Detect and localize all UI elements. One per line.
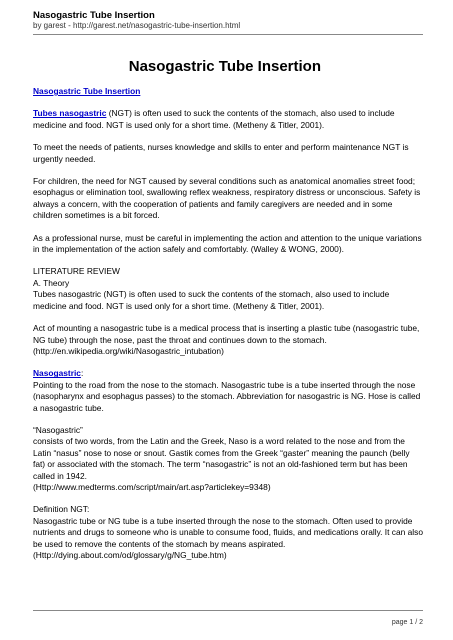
paragraph-8 bbox=[33, 504, 423, 561]
paragraph-1-text: (NGT) is often used to suck the contents of the stomach, also used to include medicine and food. NGT is used only for a short time. (Metheny & Titler, 2001). bbox=[33, 108, 395, 130]
document-body bbox=[33, 86, 423, 572]
paragraph-1 bbox=[33, 108, 423, 131]
document-title: Nasogastric Tube Insertion bbox=[128, 58, 321, 75]
paragraph-7-source: (Http://www.medterms.com/script/main/art.asp?articlekey=9348) bbox=[33, 481, 271, 492]
paragraph-8-text: Nasogastric tube or NG tube is a tube inserted through the nose to the stomach. Often used to provide nutrients and drugs to someone who is unable to consume food, fluids, and medications orally. It can also be used to remove the contents of the stomach by means aspirated. bbox=[33, 515, 423, 549]
paragraph-2: To meet the needs of patients, nurses knowledge and skills to enter and perform maintenance NGT is urgently needed. bbox=[33, 142, 409, 164]
literature-review bbox=[33, 266, 423, 312]
toc-link[interactable]: Nasogastric Tube Insertion bbox=[33, 86, 141, 96]
document-title-row bbox=[0, 58, 453, 76]
paragraph-6-colon: : bbox=[80, 368, 84, 379]
paragraph-7-heading: “Nasogastric” bbox=[33, 424, 83, 435]
paragraph-4: As a professional nurse, must be careful in implementing the action and attention to the unique variations in the implementation of the action safely and comfortably. (Walley & WONG, 2000). bbox=[33, 232, 422, 255]
paragraph-6-text: Pointing to the road from the nose to the stomach. Nasogastric tube is a tube inserted through the nose (nasopharynx and esophagus passes) to the stomach. Abbreviation for nasogastric is NG. Hose is called a nasogastric tube. bbox=[33, 379, 421, 413]
literature-heading: LITERATURE REVIEW bbox=[33, 266, 120, 277]
paragraph-8-source: (Http://dying.about.com/od/glossary/g/NG_tube.htm) bbox=[33, 550, 227, 560]
paragraph-6 bbox=[33, 368, 423, 414]
literature-subheading: A. Theory bbox=[33, 277, 70, 288]
footer-divider bbox=[33, 610, 423, 611]
page-header bbox=[33, 10, 423, 31]
header-divider bbox=[33, 34, 423, 35]
paragraph-8-heading: Definition NGT: bbox=[33, 504, 90, 515]
paragraph-7-text: consists of two words, from the Latin and the Greek, Naso is a word related to the nose and from the Latin “nasus” nose to nose or snout. Gastik comes from the Greek “gaster” meaning the paunch (belly fat) or associated with the stomach. The term “nasogastric” is not an old-fashioned term but has been called in 1942. bbox=[33, 436, 410, 481]
paragraph-3: For children, the need for NGT caused by several conditions such as anatomical anomalies street food; esophagus or elimination tool, swallowing reflex weakness, respiratory distress or unconscious. Safety is always a concern, with the cooperation of patients and family caregivers are needed and in some children sometimes is a bit forced. bbox=[33, 176, 421, 221]
tubes-nasogastric-link[interactable]: Tubes nasogastric bbox=[33, 108, 107, 119]
toc-paragraph bbox=[33, 86, 423, 97]
header-byline: by garest - http://garest.net/nasogastric-tube-insertion.html bbox=[33, 21, 241, 30]
nasogastric-link[interactable]: Nasogastric bbox=[33, 368, 81, 379]
paragraph-5: Act of mounting a nasogastric tube is a medical process that is inserting a plastic tube (nasogastric tube, NG tube) through the nose, past the throat and continues down to the stomach. (http://en.wikipedia.org/wiki/Nasogastric_intubation) bbox=[33, 323, 420, 356]
page-number: page 1 / 2 bbox=[391, 619, 423, 626]
header-title: Nasogastric Tube Insertion bbox=[33, 10, 155, 21]
literature-text: Tubes nasogastric (NGT) is often used to suck the contents of the stomach, also used to include medicine and food. NGT is used only for a short time. (Metheny & Titler, 2001). bbox=[33, 289, 390, 311]
paragraph-7 bbox=[33, 425, 423, 493]
